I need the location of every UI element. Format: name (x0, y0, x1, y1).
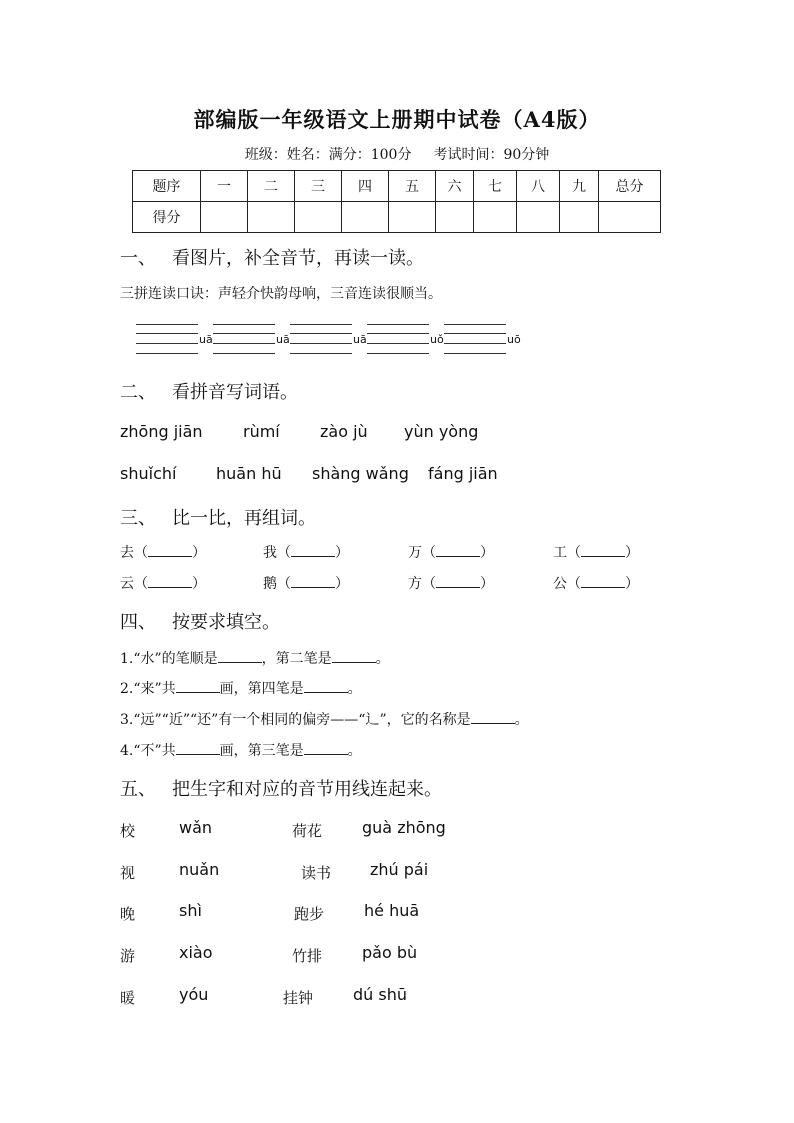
question-2 (120, 678, 362, 698)
score-header-cell: 总分 (599, 171, 661, 202)
compare-item: 云（ ） (120, 573, 206, 593)
score-cell[interactable] (295, 202, 342, 233)
pinyin-guide-line (290, 353, 352, 354)
section-number: 五、 (120, 779, 156, 800)
pinyin-word: shàng wǎng (312, 464, 409, 483)
score-header-cell: 七 (474, 171, 517, 202)
match-pinyin[interactable]: shì (179, 901, 202, 920)
pinyin-guide-line (444, 333, 506, 334)
pinyin-word: huān hū (216, 464, 282, 483)
compare-char: 我 (263, 545, 277, 561)
section-1-heading (120, 244, 424, 270)
question-text: 3.“远”“近”“还”有一个相同的偏旁——“辶”，它的名称是 (120, 712, 471, 728)
compare-item: 方（ ） (408, 573, 494, 593)
compare-char: 鹅 (263, 576, 277, 592)
score-cell[interactable] (560, 202, 599, 233)
match-word-pinyin[interactable]: zhú pái (370, 860, 429, 879)
word-blank[interactable] (148, 542, 192, 557)
score-cell[interactable] (201, 202, 248, 233)
name-label: 姓名： (286, 147, 329, 163)
match-word-pinyin[interactable]: pǎo bù (362, 943, 418, 962)
section-title: 看图片，补全音节，再读一读。 (172, 248, 424, 269)
pinyin-word: zhōng jiān (120, 422, 203, 441)
match-char[interactable]: 游 (120, 947, 136, 965)
match-word[interactable]: 跑步 (294, 905, 325, 923)
pinyin-guide-line (444, 353, 506, 354)
pinyin-guide-line (367, 353, 429, 354)
section-3-heading (120, 504, 316, 530)
pinyin-guide-line (290, 333, 352, 334)
section-title: 比一比，再组词。 (172, 508, 316, 529)
answer-blank[interactable] (176, 740, 220, 755)
question-4 (120, 740, 362, 760)
pinyin-guide-line (367, 324, 429, 325)
word-blank[interactable] (581, 542, 625, 557)
section-title: 按要求填空。 (172, 612, 280, 633)
match-pinyin[interactable]: nuǎn (179, 860, 220, 879)
score-cell[interactable] (248, 202, 295, 233)
pinyin-guide-line (136, 353, 198, 354)
section-2-heading (120, 378, 298, 404)
pinyin-word: yùn yòng (404, 422, 479, 441)
question-text: 画，第四笔是 (219, 681, 304, 697)
score-header-cell: 六 (436, 171, 474, 202)
question-text: 。 (347, 743, 362, 759)
compare-item: 工（ ） (553, 542, 639, 562)
pinyin-guide-line (136, 333, 198, 334)
word-blank[interactable] (291, 573, 335, 588)
question-text: 。 (375, 651, 390, 667)
pinyin-writing-line[interactable] (213, 343, 275, 344)
compare-char: 方 (408, 576, 422, 592)
syllable-ending: uǒ (430, 333, 444, 346)
score-header-cell: 二 (248, 171, 295, 202)
score-cell[interactable] (474, 202, 517, 233)
pinyin-guide-line (290, 324, 352, 325)
pinyin-writing-line[interactable] (136, 343, 198, 344)
syllable-ending: uō (507, 333, 521, 346)
score-table-header-row (133, 171, 661, 202)
compare-char: 公 (553, 576, 567, 592)
pinyin-guide-line (213, 353, 275, 354)
page-title: 部编版一年级语文上册期中试卷（A4版） (193, 107, 601, 132)
answer-blank[interactable] (471, 709, 515, 724)
question-text: 画，第三笔是 (219, 743, 304, 759)
question-3 (120, 709, 529, 729)
question-text: 4.“不”共 (120, 743, 176, 759)
question-text: ，第二笔是 (261, 651, 332, 667)
score-table-score-row (133, 202, 661, 233)
exam-info (0, 144, 794, 164)
section-title: 看拼音写词语。 (172, 382, 298, 403)
syllable-ending: uā (276, 333, 290, 346)
pinyin-guide-line (367, 333, 429, 334)
word-blank[interactable] (291, 542, 335, 557)
pinyin-writing-line[interactable] (444, 343, 506, 344)
pinyin-writing-line[interactable] (367, 343, 429, 344)
score-header-cell: 四 (342, 171, 389, 202)
score-header-cell: 八 (517, 171, 560, 202)
score-cell[interactable] (389, 202, 436, 233)
pinyin-guide-line (213, 333, 275, 334)
score-header-cell: 五 (389, 171, 436, 202)
match-word[interactable]: 挂钟 (283, 989, 314, 1007)
score-row-label: 得分 (133, 202, 201, 233)
match-word[interactable]: 荷花 (292, 822, 323, 840)
question-text: 。 (514, 712, 529, 728)
pinyin-word: shuǐchí (120, 464, 177, 483)
score-cell[interactable] (599, 202, 661, 233)
syllable-ending: uā (353, 333, 367, 346)
pinyin-writing-line[interactable] (290, 343, 352, 344)
match-char[interactable]: 校 (120, 822, 136, 840)
compare-item: 万（ ） (408, 542, 494, 562)
match-pinyin[interactable]: xiào (179, 943, 213, 962)
match-word[interactable]: 竹排 (292, 947, 323, 965)
compare-item: 公（ ） (553, 573, 639, 593)
match-pinyin[interactable]: yóu (179, 985, 209, 1004)
match-word[interactable]: 读书 (301, 864, 332, 882)
compare-item: 鹅（ ） (263, 573, 349, 593)
match-word-pinyin[interactable]: guà zhōng (362, 818, 446, 837)
score-header-cell: 九 (560, 171, 599, 202)
syllable-ending: uā (199, 333, 213, 346)
section-number: 四、 (120, 612, 156, 633)
compare-item: 我（ ） (263, 542, 349, 562)
exam-time: 考试时间：90分钟 (433, 147, 550, 163)
score-table (132, 170, 661, 233)
word-blank[interactable] (436, 573, 480, 588)
pinyin-word: rùmí (243, 422, 280, 441)
score-cell[interactable] (342, 202, 389, 233)
compare-char: 去 (120, 545, 134, 561)
compare-char: 工 (553, 545, 567, 561)
section-title: 把生字和对应的音节用线连起来。 (172, 779, 442, 800)
compare-item: 去（ ） (120, 542, 206, 562)
answer-blank[interactable] (332, 648, 376, 663)
pinyin-word: fáng jiān (428, 464, 498, 483)
compare-char: 云 (120, 576, 134, 592)
answer-blank[interactable] (218, 648, 262, 663)
pinyin-guide-line (444, 324, 506, 325)
score-cell[interactable] (436, 202, 474, 233)
match-pinyin[interactable]: wǎn (179, 818, 213, 837)
answer-blank[interactable] (304, 678, 348, 693)
word-blank[interactable] (581, 573, 625, 588)
pinyin-guide-line (213, 324, 275, 325)
pinyin-word: zào jù (320, 422, 368, 441)
section-5-heading (120, 775, 442, 801)
match-word-pinyin[interactable]: dú shū (353, 985, 407, 1004)
question-text: 1.“水”的笔顺是 (120, 651, 218, 667)
section-number: 二、 (120, 382, 156, 403)
section-number: 三、 (120, 508, 156, 529)
match-char[interactable]: 暖 (120, 989, 136, 1007)
full-score: 满分：100分 (328, 147, 412, 163)
question-text: 。 (347, 681, 362, 697)
word-blank[interactable] (148, 573, 192, 588)
section-number: 一、 (120, 248, 156, 269)
section-1-tip: 三拼连读口诀：声轻介快韵母响，三音连读很顺当。 (120, 286, 442, 302)
match-word-pinyin[interactable]: hé huā (364, 901, 420, 920)
word-blank[interactable] (436, 542, 480, 557)
class-label: 班级： (244, 147, 287, 163)
score-cell[interactable] (517, 202, 560, 233)
question-1 (120, 648, 390, 668)
score-header-cell: 一 (201, 171, 248, 202)
match-char[interactable]: 视 (120, 864, 136, 882)
answer-blank[interactable] (176, 678, 220, 693)
compare-char: 万 (408, 545, 422, 561)
match-char[interactable]: 晚 (120, 905, 136, 923)
answer-blank[interactable] (304, 740, 348, 755)
pinyin-guide-line (136, 324, 198, 325)
section-4-heading (120, 608, 280, 634)
score-header-cell: 题序 (133, 171, 201, 202)
question-text: 2.“来”共 (120, 681, 176, 697)
score-header-cell: 三 (295, 171, 342, 202)
